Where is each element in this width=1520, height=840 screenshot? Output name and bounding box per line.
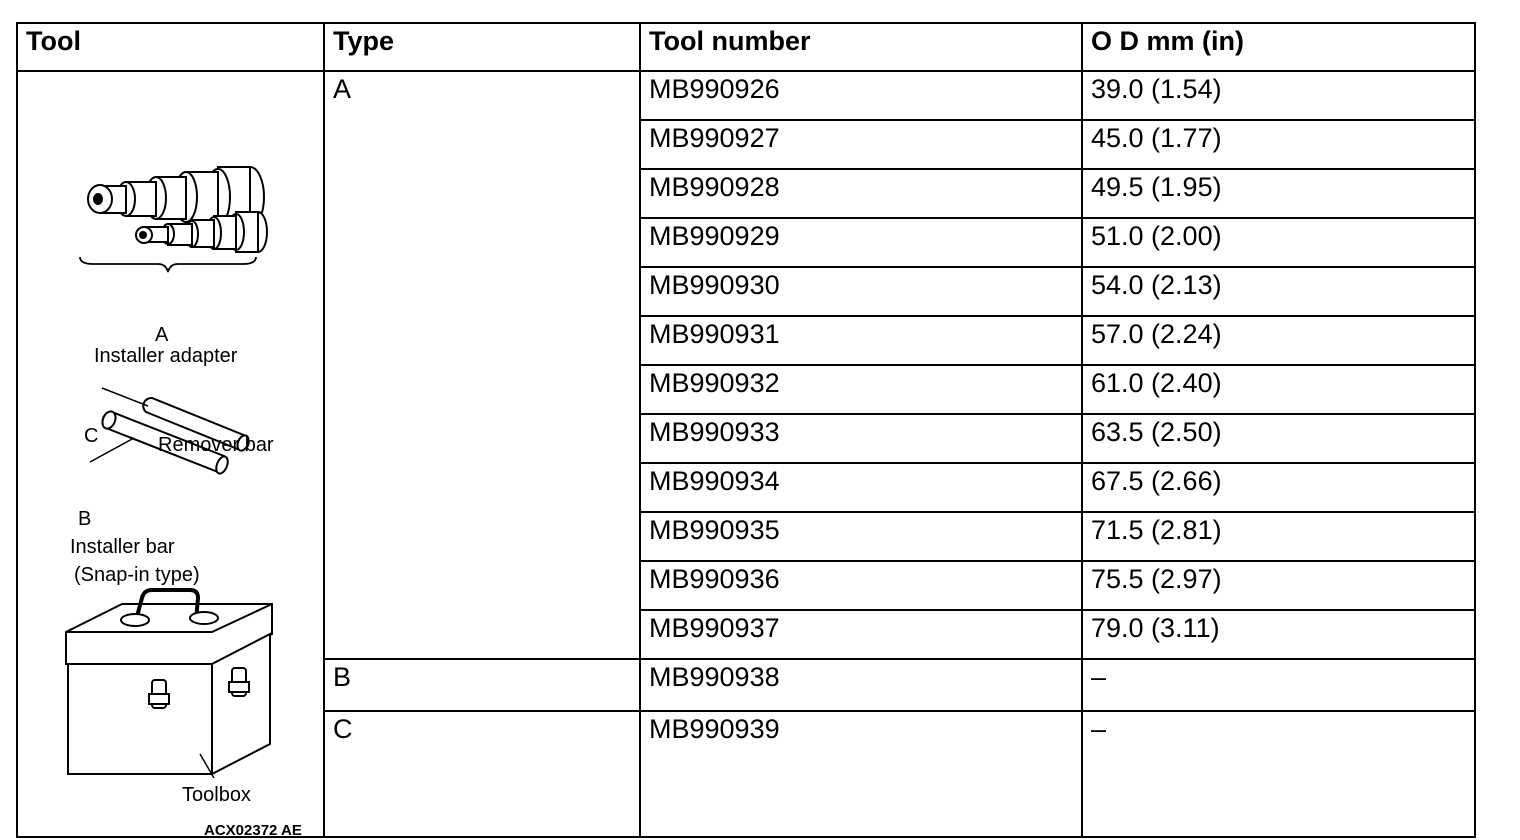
tool-number-cell: MB990936 [640, 561, 1082, 610]
od-cell: 71.5 (2.81) [1082, 512, 1475, 561]
tool-number-cell: MB990930 [640, 267, 1082, 316]
tool-number-cell: MB990927 [640, 120, 1082, 169]
od-cell: 51.0 (2.00) [1082, 218, 1475, 267]
tool-number-cell: MB990931 [640, 316, 1082, 365]
od-cell: – [1082, 659, 1475, 711]
od-cell: 67.5 (2.66) [1082, 463, 1475, 512]
tool-number-cell: MB990928 [640, 169, 1082, 218]
tool-number-cell: MB990933 [640, 414, 1082, 463]
header-tool: Tool [17, 23, 324, 71]
od-cell: 75.5 (2.97) [1082, 561, 1475, 610]
toolbox-label: Toolbox [182, 784, 251, 806]
installer-label-line2: (Snap-in type) [74, 564, 200, 586]
installer-adapter-drawing [88, 167, 267, 252]
header-od: O D mm (in) [1082, 23, 1475, 71]
remover-leader [102, 388, 148, 406]
type-cell: C [324, 711, 640, 837]
header-tool-number: Tool number [640, 23, 1082, 71]
adapter-letter: A [155, 324, 169, 346]
adapter-bracket [80, 257, 256, 272]
tool-number-cell: MB990932 [640, 365, 1082, 414]
table-header-row [17, 23, 1475, 71]
tool-illustration-cell [17, 71, 324, 837]
tool-number-cell: MB990938 [640, 659, 1082, 711]
od-cell: 63.5 (2.50) [1082, 414, 1475, 463]
tool-number-cell: MB990937 [640, 610, 1082, 659]
tool-number-cell: MB990926 [640, 71, 1082, 120]
adapter-label: Installer adapter [94, 345, 238, 367]
remover-label: Remover bar [158, 434, 274, 456]
remover-letter: C [84, 425, 99, 447]
od-cell: 79.0 (3.11) [1082, 610, 1475, 659]
tool-number-cell: MB990939 [640, 711, 1082, 837]
type-cell: A [324, 71, 640, 659]
header-type: Type [324, 23, 640, 71]
table-row [17, 71, 1475, 120]
toolbox-drawing [66, 590, 272, 774]
tool-number-cell: MB990929 [640, 218, 1082, 267]
special-tools-table [16, 22, 1476, 838]
tool-number-cell: MB990935 [640, 512, 1082, 561]
od-cell: 57.0 (2.24) [1082, 316, 1475, 365]
installer-label-line1: Installer bar [70, 536, 175, 558]
od-cell: 54.0 (2.13) [1082, 267, 1475, 316]
type-cell: B [324, 659, 640, 711]
od-cell: 49.5 (1.95) [1082, 169, 1475, 218]
od-cell: 61.0 (2.40) [1082, 365, 1475, 414]
tool-number-cell: MB990934 [640, 463, 1082, 512]
figure-code: ACX02372 AE [204, 822, 302, 839]
installer-letter: B [78, 508, 92, 530]
tool-illustration [18, 72, 322, 839]
od-cell: 39.0 (1.54) [1082, 71, 1475, 120]
od-cell: – [1082, 711, 1475, 837]
od-cell: 45.0 (1.77) [1082, 120, 1475, 169]
